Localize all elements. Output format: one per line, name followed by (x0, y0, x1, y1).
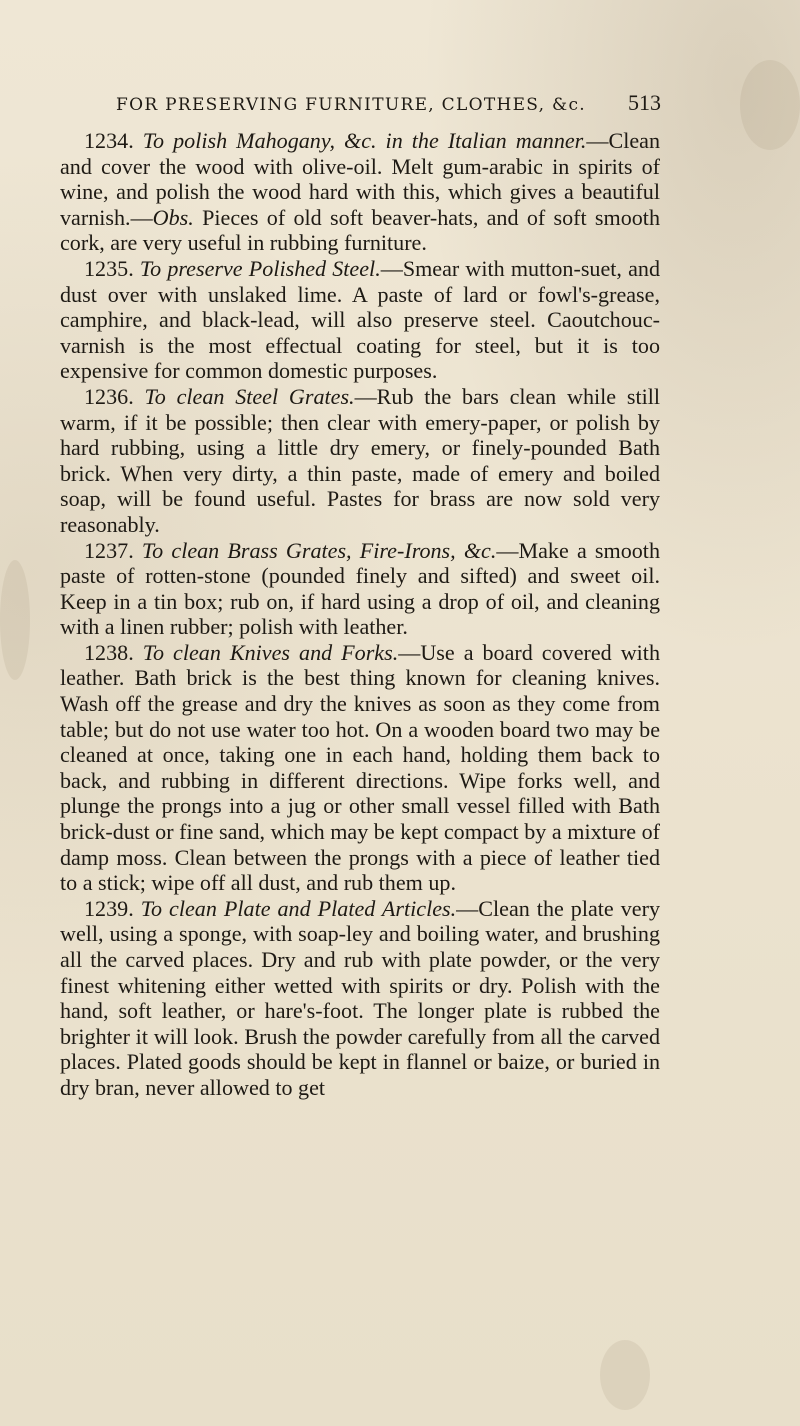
paper-stain (600, 1340, 650, 1410)
entry-number: 1239. (84, 895, 134, 921)
entry-text: —Use a board covered with leather. Bath brick is the best thing known for cleaning knives. Wash off the grease and dry the knives as soon as they come from table; but do not use water too hot. On a wooden board two may be cleaned at once, taking one in each hand, holding them back to back, and rubbing in different directions. Wipe forks well, and plunge the prongs into a jug or other small vessel filled with Bath brick-dust or fine sand, which may be kept compact by a mixture of damp moss. Clean between the prongs with a piece of leather tied to a stick; wipe off all dust, and rub them up. (60, 639, 660, 896)
entry-number: 1236. (84, 383, 134, 409)
entry-text: —Make a smooth paste of rotten-stone (pounded finely and sifted) and sweet oil. Keep in a tin box; rub on, if hard using a drop of oil, and cleaning with a linen rubber; polish with leather. (60, 537, 660, 640)
entry-text: —Smear with mutton-suet, and dust over with unslaked lime. A paste of lard or fowl's-grease, camphire, and black-lead, will also preserve steel. Caoutchouc-varnish is the most effectual coating for steel, but it is too expensive for common domestic purposes. (60, 255, 660, 384)
entry-1236 (60, 384, 660, 538)
entry-title: To clean Brass Grates, Fire-Irons, &c. (141, 537, 497, 563)
entry-number: 1237. (84, 537, 134, 563)
paper-stain (740, 60, 800, 150)
entry-text: —Rub the bars clean while still warm, if it be possible; then clear with emery-paper, or polish by hard rubbing, using a little dry emery, or finely-pounded Bath brick. When very dirty, a thin paste, made of emery and boiled soap, will be found useful. Pastes for brass are now sold very reasonably. (60, 383, 661, 537)
running-head (116, 90, 661, 120)
entry-text: —Clean and cover the wood with olive-oil. Melt gum-arabic in spirits of wine, and polish the wood hard with this, which gives a beautiful varnish.— (60, 128, 660, 230)
entry-title: To polish Mahogany, &c. in the Italian manner. (142, 128, 587, 153)
paper-stain (0, 560, 30, 680)
entry-title: To preserve Polished Steel. (139, 255, 381, 281)
entry-1237 (60, 538, 660, 640)
obs-text: Pieces of old soft beaver-hats, and of soft smooth cork, are very useful in rubbing furniture. (60, 204, 660, 256)
entry-text: —Clean the plate very well, using a sponge, with soap-ley and boiling water, and brushing all the carved places. Dry and rub with plate powder, or the very finest whitening either wetted with spirits or dry. Polish with the hand, soft leather, or hare's-foot. The longer plate is rubbed the brighter it will look. Brush the powder carefully from all the carved places. Plated goods should be kept in flannel or baize, or buried in dry bran, never allowed to get (60, 895, 660, 1100)
entry-title: To clean Plate and Plated Articles. (140, 895, 457, 921)
entry-number: 1238. (84, 639, 134, 665)
entry-1235 (60, 256, 660, 384)
entry-title: To clean Knives and Forks. (142, 639, 399, 665)
entry-1234 (60, 128, 660, 256)
obs-label: Obs. (152, 204, 194, 230)
entry-number: 1235. (84, 255, 134, 281)
entry-1239 (60, 896, 660, 1101)
page-number: 513 (628, 90, 661, 115)
entry-title: To clean Steel Grates. (144, 383, 355, 409)
running-title: FOR PRESERVING FURNITURE, CLOTHES, &c. (116, 95, 586, 115)
entry-number: 1234. (84, 128, 134, 153)
entry-1238 (60, 640, 660, 896)
body-text (60, 128, 660, 1101)
